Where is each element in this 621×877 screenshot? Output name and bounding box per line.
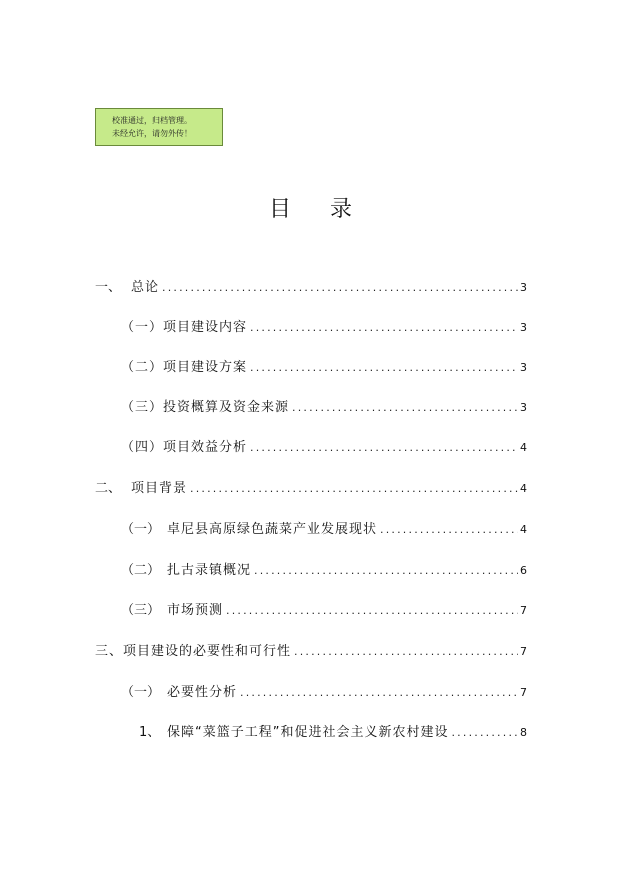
toc-entry-page: 7 (520, 686, 527, 699)
toc-entry-page: 7 (520, 604, 527, 617)
notice-line-2: 未经允许，请勿外传！ (112, 129, 192, 138)
toc-dot-leader (292, 399, 518, 417)
toc-dot-leader (451, 724, 518, 742)
toc-entry-title: 三、项目建设的必要性和可行性 (95, 644, 292, 659)
toc-entry-title: （二）项目建设方案 (121, 360, 248, 375)
toc-entry-title: 保障“菜篮子工程”和促进社会主义新农村建设 (167, 725, 449, 740)
toc-entry-title: （三）投资概算及资金来源 (121, 400, 290, 415)
toc-entry[interactable] (121, 602, 527, 620)
toc-entry-number: （三） (121, 603, 161, 618)
toc-entry-title: 总论 (131, 280, 160, 295)
toc-entry-page: 8 (520, 726, 527, 739)
toc-entry-title: 市场预测 (167, 603, 224, 618)
toc-dot-leader (250, 359, 518, 377)
toc-entry-page: 3 (520, 361, 527, 374)
toc-entry-page: 3 (520, 401, 527, 414)
toc-entry[interactable] (121, 359, 527, 377)
toc-entry-title: （四）项目效益分析 (121, 440, 248, 455)
toc-entry-title: 必要性分析 (167, 685, 238, 700)
toc-entry-title: （一）项目建设内容 (121, 320, 248, 335)
toc-dot-leader (226, 602, 518, 620)
toc-entry-page: 4 (520, 523, 527, 536)
notice-line-1: 校准通过，归档管理。 (112, 116, 192, 125)
toc-dot-leader (380, 521, 518, 539)
toc-dot-leader (162, 279, 518, 297)
toc-entry[interactable] (95, 480, 527, 498)
toc-entry[interactable] (139, 724, 527, 742)
toc-dot-leader (294, 643, 518, 661)
toc-entry[interactable] (95, 643, 527, 661)
toc-entry-page: 6 (520, 564, 527, 577)
toc-entry-title: 卓尼县高原绿色蔬菜产业发展现状 (167, 522, 378, 537)
toc-entry[interactable] (95, 279, 527, 297)
toc-entry[interactable] (121, 319, 527, 337)
toc-entry-page: 3 (520, 321, 527, 334)
toc-entry[interactable] (121, 439, 527, 457)
toc-entry-page: 4 (520, 441, 527, 454)
toc-entry-page: 4 (520, 482, 527, 495)
toc-entry-number: 二、 (95, 481, 122, 496)
toc-entry[interactable] (121, 521, 527, 539)
toc-entry-number: 1、 (139, 725, 161, 740)
toc-dot-leader (254, 562, 518, 580)
toc-entry-page: 3 (520, 281, 527, 294)
page-title: 目 录 (269, 197, 368, 222)
toc-entry-number: （二） (121, 563, 161, 578)
toc-entry-number: （一） (121, 522, 161, 537)
toc-entry-title: 项目背景 (131, 481, 188, 496)
toc-dot-leader (250, 439, 518, 457)
toc-dot-leader (240, 684, 518, 702)
toc-entry[interactable] (121, 399, 527, 417)
toc-entry-number: （一） (121, 685, 161, 700)
toc-entry[interactable] (121, 684, 527, 702)
toc-entry[interactable] (121, 562, 527, 580)
toc-entry-number: 一、 (95, 280, 122, 295)
toc-dot-leader (190, 480, 518, 498)
toc-dot-leader (250, 319, 518, 337)
toc-entry-page: 7 (520, 645, 527, 658)
toc-entry-title: 扎古录镇概况 (167, 563, 252, 578)
